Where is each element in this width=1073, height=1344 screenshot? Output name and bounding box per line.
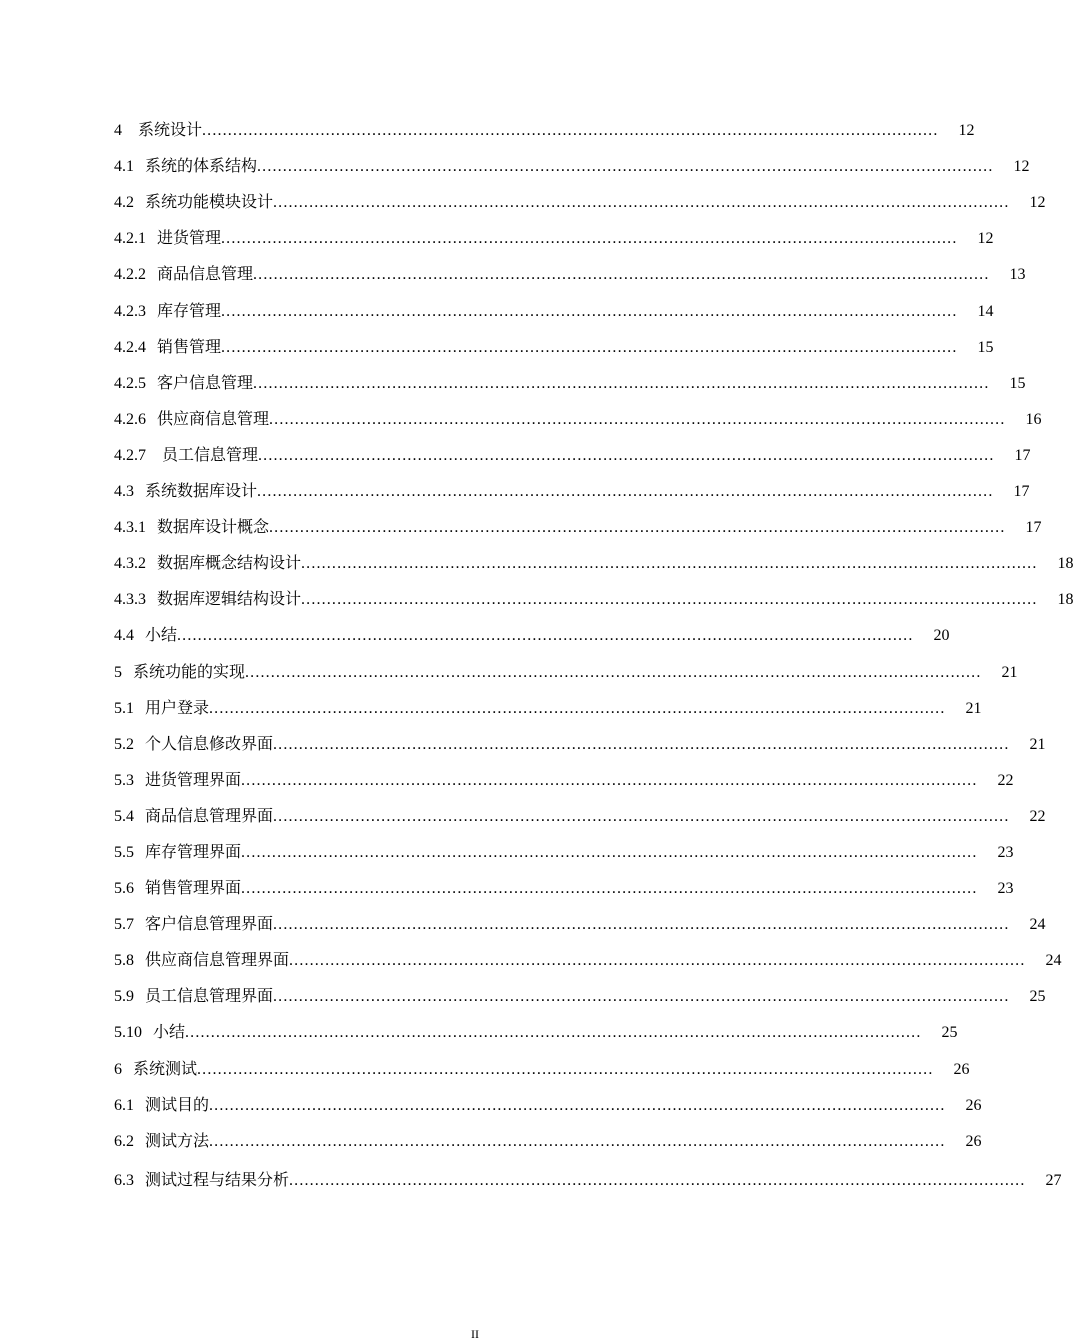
- toc-entry-page: 25: [1029, 988, 1046, 1006]
- toc-entry-page: 26: [965, 1096, 982, 1114]
- toc-entry-number: 4.2.1: [114, 230, 146, 248]
- toc-entry-page: 12: [958, 122, 975, 140]
- toc-entry-number: 5.8: [114, 952, 134, 970]
- toc-dot-leader: ...............................................................................................................................................: [185, 1024, 922, 1042]
- toc-dot-leader: ...............................................................................................................................................: [209, 1132, 946, 1150]
- toc-entry[interactable]: [114, 799, 1046, 835]
- toc-entry-title: 进货管理: [157, 230, 222, 248]
- toc-entry-page: 12: [977, 230, 994, 248]
- toc-dot-leader: ...............................................................................................................................................: [177, 627, 914, 645]
- toc-dot-leader: ...............................................................................................................................................: [221, 302, 958, 320]
- toc-entry-page: 12: [1029, 194, 1046, 212]
- toc-dot-leader: ...............................................................................................................................................: [209, 1096, 946, 1114]
- toc-entry[interactable]: [114, 1088, 982, 1124]
- toc-dot-leader: ...............................................................................................................................................: [301, 591, 1038, 609]
- toc-entry-page: 14: [977, 302, 994, 320]
- toc-entry-number: 4.3.2: [114, 555, 146, 573]
- toc-entry[interactable]: [114, 438, 1031, 474]
- toc-entry[interactable]: [114, 149, 1030, 185]
- toc-entry-page: 24: [1029, 916, 1046, 934]
- toc-dot-leader: ...............................................................................................................................................: [273, 194, 1010, 212]
- toc-dot-leader: ...............................................................................................................................................: [257, 483, 994, 501]
- toc-entry-title: 系统测试: [133, 1060, 198, 1078]
- toc-entry-page: 22: [997, 771, 1014, 789]
- toc-entry-page: 26: [953, 1060, 970, 1078]
- toc-dot-leader: ...............................................................................................................................................: [202, 122, 939, 140]
- toc-entry-page: 23: [997, 843, 1014, 861]
- toc-dot-leader: ...............................................................................................................................................: [269, 410, 1006, 428]
- toc-entry[interactable]: [114, 474, 1030, 510]
- toc-entry-page: 18: [1057, 591, 1073, 609]
- toc-entry-number: 5.10: [114, 1024, 142, 1042]
- toc-entry[interactable]: [114, 618, 950, 654]
- toc-entry-page: 15: [1009, 374, 1026, 392]
- toc-entry-page: 18: [1057, 555, 1073, 573]
- toc-entry[interactable]: [114, 835, 1014, 871]
- toc-entry-page: 12: [1013, 158, 1030, 176]
- toc-entry-number: 4.1: [114, 158, 134, 176]
- toc-entry-title: 系统功能模块设计: [145, 194, 274, 212]
- toc-entry-number: 4.4: [114, 627, 134, 645]
- table-of-contents: [114, 113, 1073, 1199]
- toc-dot-leader: ...............................................................................................................................................: [273, 916, 1010, 934]
- toc-entry[interactable]: [114, 257, 1026, 293]
- toc-dot-leader: ...............................................................................................................................................: [273, 807, 1010, 825]
- toc-entry[interactable]: [114, 546, 1073, 582]
- toc-entry-number: 5.6: [114, 880, 134, 898]
- toc-entry-page: 27: [1045, 1171, 1062, 1189]
- toc-entry-page: 17: [1014, 446, 1031, 464]
- toc-entry[interactable]: [114, 1124, 982, 1160]
- toc-entry-title: 客户信息管理界面: [145, 916, 274, 934]
- toc-entry-page: 23: [997, 880, 1014, 898]
- toc-entry-title: 库存管理: [157, 302, 222, 320]
- toc-entry-page: 25: [941, 1024, 958, 1042]
- toc-entry-number: 5.3: [114, 771, 134, 789]
- toc-entry-page: 22: [1029, 807, 1046, 825]
- toc-entry-title: 测试方法: [145, 1132, 210, 1150]
- toc-dot-leader: ...............................................................................................................................................: [209, 699, 946, 717]
- toc-entry-number: 6: [114, 1060, 122, 1078]
- toc-entry-title: 销售管理界面: [145, 880, 242, 898]
- toc-entry-title: 系统数据库设计: [145, 483, 258, 501]
- toc-entry-number: 4.2.4: [114, 338, 146, 356]
- toc-entry-number: 4.2.6: [114, 410, 146, 428]
- toc-entry-title: 供应商信息管理: [157, 410, 270, 428]
- toc-entry-page: 17: [1025, 519, 1042, 537]
- toc-entry[interactable]: [114, 1051, 970, 1087]
- toc-entry-page: 21: [965, 699, 982, 717]
- toc-entry-number: 5.4: [114, 807, 134, 825]
- toc-entry-number: 4.2.2: [114, 266, 146, 284]
- toc-entry-number: 5: [114, 663, 122, 681]
- toc-entry-title: 进货管理界面: [145, 771, 242, 789]
- toc-entry[interactable]: [114, 330, 994, 366]
- page-number: II: [471, 1327, 479, 1341]
- toc-entry-title: 系统功能的实现: [133, 663, 246, 681]
- toc-entry-number: 5.7: [114, 916, 134, 934]
- toc-entry-page: 16: [1025, 410, 1042, 428]
- toc-dot-leader: ...............................................................................................................................................: [245, 663, 982, 681]
- toc-entry-number: 5.1: [114, 699, 134, 717]
- toc-entry-title: 库存管理界面: [145, 843, 242, 861]
- toc-entry-title: 商品信息管理界面: [145, 807, 274, 825]
- toc-entry-number: 4.2: [114, 194, 134, 212]
- toc-entry[interactable]: [114, 402, 1042, 438]
- toc-entry-number: 4.2.5: [114, 374, 146, 392]
- toc-entry[interactable]: [114, 907, 1046, 943]
- toc-entry-title: 小结: [145, 627, 178, 645]
- toc-entry[interactable]: [114, 979, 1046, 1015]
- toc-entry-number: 4: [114, 122, 122, 140]
- toc-entry-number: 4.2.7: [114, 446, 146, 464]
- toc-entry[interactable]: [114, 727, 1046, 763]
- toc-entry-page: 24: [1045, 952, 1062, 970]
- toc-entry[interactable]: [114, 293, 994, 329]
- toc-entry-title: 测试过程与结果分析: [145, 1171, 290, 1189]
- toc-entry-page: 20: [933, 627, 950, 645]
- toc-dot-leader: ...............................................................................................................................................: [253, 266, 990, 284]
- toc-entry-title: 数据库概念结构设计: [157, 555, 302, 573]
- toc-entry-title: 小结: [153, 1024, 186, 1042]
- toc-entry-title: 供应商信息管理界面: [145, 952, 290, 970]
- toc-entry-number: 5.5: [114, 843, 134, 861]
- toc-dot-leader: ...............................................................................................................................................: [289, 952, 1026, 970]
- toc-entry-title: 员工信息管理界面: [145, 988, 274, 1006]
- toc-entry[interactable]: [114, 185, 1046, 221]
- toc-dot-leader: ...............................................................................................................................................: [258, 446, 995, 464]
- toc-entry[interactable]: [114, 366, 1026, 402]
- toc-entry-number: 5.2: [114, 735, 134, 753]
- toc-entry-number: 5.9: [114, 988, 134, 1006]
- toc-entry-page: 21: [1029, 735, 1046, 753]
- toc-entry[interactable]: [114, 691, 982, 727]
- toc-entry[interactable]: [114, 510, 1042, 546]
- toc-dot-leader: ...............................................................................................................................................: [301, 555, 1038, 573]
- toc-entry-page: 26: [965, 1132, 982, 1150]
- toc-entry[interactable]: [114, 871, 1014, 907]
- toc-entry[interactable]: [114, 654, 1018, 690]
- toc-entry-title: 测试目的: [145, 1096, 210, 1114]
- toc-entry-title: 客户信息管理: [157, 374, 254, 392]
- toc-dot-leader: ...............................................................................................................................................: [253, 374, 990, 392]
- toc-dot-leader: ...............................................................................................................................................: [197, 1060, 934, 1078]
- toc-dot-leader: ...............................................................................................................................................: [221, 338, 958, 356]
- toc-dot-leader: ...............................................................................................................................................: [241, 843, 978, 861]
- toc-dot-leader: ...............................................................................................................................................: [241, 880, 978, 898]
- toc-entry-number: 4.3: [114, 483, 134, 501]
- toc-entry-title: 用户登录: [145, 699, 210, 717]
- toc-entry-title: 数据库逻辑结构设计: [157, 591, 302, 609]
- toc-entry-number: 4.2.3: [114, 302, 146, 320]
- toc-entry-title: 系统的体系结构: [145, 158, 258, 176]
- toc-dot-leader: ...............................................................................................................................................: [269, 519, 1006, 537]
- toc-entry-number: 6.1: [114, 1096, 134, 1114]
- toc-entry[interactable]: [114, 1015, 958, 1051]
- toc-entry-page: 17: [1013, 483, 1030, 501]
- toc-entry-title: 数据库设计概念: [157, 519, 270, 537]
- toc-entry[interactable]: [114, 221, 994, 257]
- toc-entry-page: 15: [977, 338, 994, 356]
- toc-entry-number: 6.3: [114, 1171, 134, 1189]
- toc-entry-number: 4.3.1: [114, 519, 146, 537]
- toc-entry[interactable]: [114, 1163, 1062, 1199]
- toc-dot-leader: ...............................................................................................................................................: [257, 158, 994, 176]
- toc-entry-title: 销售管理: [157, 338, 222, 356]
- toc-dot-leader: ...............................................................................................................................................: [221, 230, 958, 248]
- toc-dot-leader: ...............................................................................................................................................: [273, 735, 1010, 753]
- toc-dot-leader: ...............................................................................................................................................: [241, 771, 978, 789]
- toc-entry-title: 个人信息修改界面: [145, 735, 274, 753]
- toc-entry[interactable]: [114, 943, 1062, 979]
- toc-entry-page: 21: [1001, 663, 1018, 681]
- toc-entry[interactable]: [114, 582, 1073, 618]
- toc-entry[interactable]: [114, 763, 1014, 799]
- toc-entry-page: 13: [1009, 266, 1026, 284]
- toc-entry-number: 4.3.3: [114, 591, 146, 609]
- toc-entry-title: 员工信息管理: [162, 446, 259, 464]
- toc-dot-leader: ...............................................................................................................................................: [273, 988, 1010, 1006]
- toc-entry[interactable]: [114, 113, 975, 149]
- toc-dot-leader: ...............................................................................................................................................: [289, 1171, 1026, 1189]
- toc-entry-number: 6.2: [114, 1132, 134, 1150]
- toc-entry-title: 系统设计: [138, 122, 203, 140]
- toc-entry-title: 商品信息管理: [157, 266, 254, 284]
